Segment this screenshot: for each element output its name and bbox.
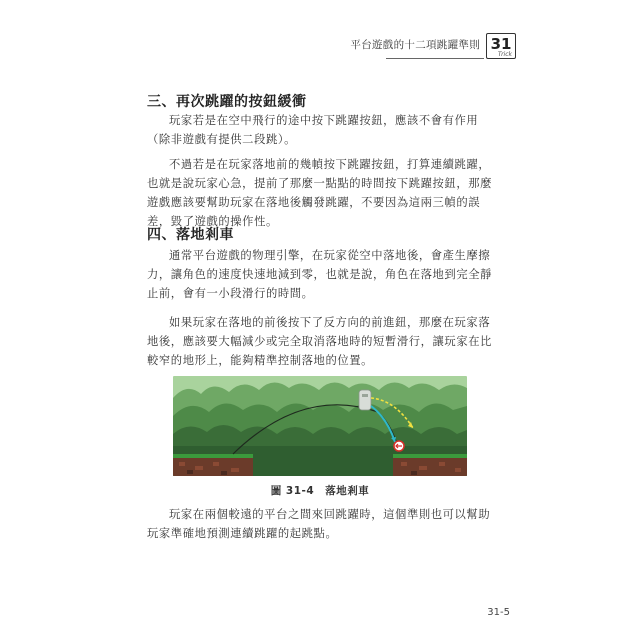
- section-heading-3: 三、再次跳躍的按鈕緩衝: [147, 94, 307, 110]
- chapter-title: 平台遊戲的十二項跳躍準則: [350, 39, 480, 51]
- chapter-sub-label: Trick: [497, 51, 512, 58]
- section3-paragraph-1: 玩家若是在空中飛行的途中按下跳躍按鈕，應該不會有作用（除非遊戲有提供二段跳）。: [147, 114, 479, 146]
- chapter-number: 31: [490, 35, 512, 53]
- figure-caption: 圖 31-4 落地剎車: [270, 485, 370, 497]
- game-scene-illustration: [173, 376, 467, 476]
- running-header: [350, 33, 516, 59]
- section-heading-4: 四、落地剎車: [147, 227, 234, 243]
- page-number: 31-5: [487, 607, 510, 618]
- landing-brake-figure: [173, 376, 467, 476]
- header-rule: [386, 58, 484, 59]
- section3-paragraph-2: 不過若是在玩家落地前的幾幀按下跳躍按鈕，打算連續跳躍，也就是說玩家心急，提前了那麼一點點的時間按下跳躍按鈕，那麼遊戲應該要幫助玩家在落地後觸發跳躍，不要因為這兩三幀的誤差，毀了遊戲的操作性。: [147, 158, 493, 228]
- closing-paragraph: 玩家在兩個較遠的平台之間來回跳躍時，這個準則也可以幫助玩家準確地預測連續跳躍的起跳點。: [147, 508, 491, 540]
- section4-paragraph-1: 通常平台遊戲的物理引擎，在玩家從空中落地後，會產生摩擦力，讓角色的速度快速地減到零，也就是說，角色在落地到完全靜止前，會有一小段滑行的時間。: [147, 249, 493, 300]
- section4-paragraph-2: 如果玩家在落地的前後按下了反方向的前進鈕，那麼在玩家落地後，應該要大幅減少或完全取消落地時的短暫滑行，讓玩家在比較窄的地形上，能夠精準控制落地的位置。: [147, 316, 493, 367]
